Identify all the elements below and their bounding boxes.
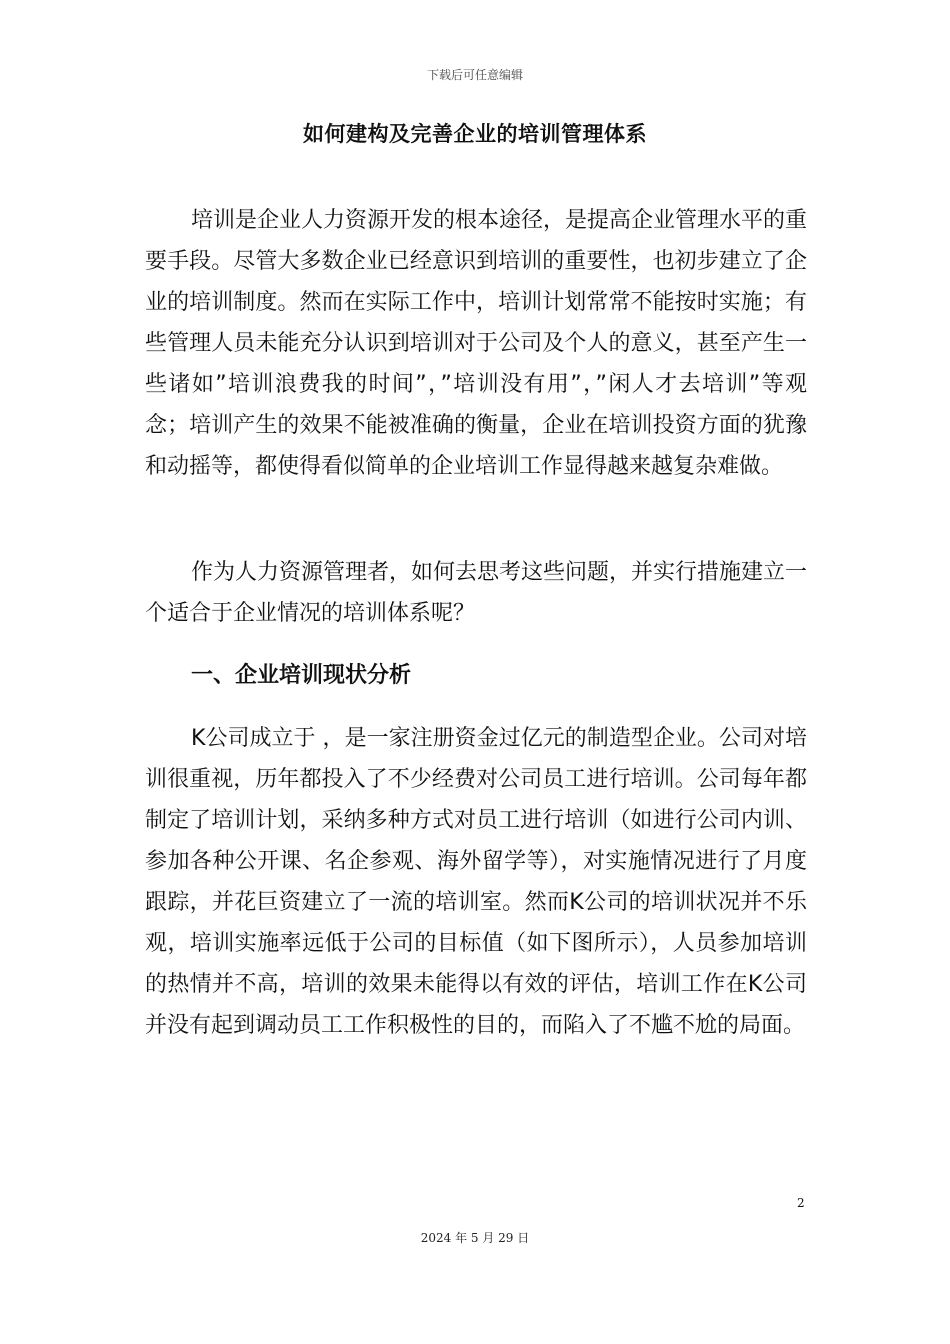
intro-paragraph-block [145,200,807,487]
page-number: 2 [797,1196,805,1210]
header-note: 下载后可任意编辑 [426,68,523,82]
question-paragraph: 作为人力资源管理者，如何去思考这些问题，并实行措施建立一个适合于企业情况的培训体系呢？ [145,560,808,626]
section-body-paragraph: K公司成立于 ，是一家注册资金过亿元的制造型企业。公司对培训很重视，历年都投入了不少经费对公司员工进行培训。公司每年都制定了培训计划，采纳多种方式对员工进行培训（如进行公司内训、参加各种公开课、名企参观、海外留学等），对实施情况进行了月度跟踪，并花巨资建立了一流的培训室。然而K公司的培训状况并不乐观，培训实施率远低于公司的目标值（如下图所示），人员参加培训的热情并不高，培训的效果未能得以有效的评估，培训工作在K公司并没有起到调动员工工作积极性的目的，而陷入了不尴不尬的局面。 [145,726,807,1038]
section-heading: 一、企业培训现状分析 [191,663,412,688]
question-paragraph-block [145,552,807,634]
intro-paragraph: 培训是企业人力资源开发的根本途径，是提高企业管理水平的重要手段。尽管大多数企业已经意识到培训的重要性，也初步建立了企业的培训制度。然而在实际工作中，培训计划常常不能按时实施；有些管理人员未能充分认识到培训对于公司及个人的意义，甚至产生一些诸如”培训浪费我的时间”，”培训没有用”，”闲人才去培训”等观念；培训产生的效果不能被准确的衡量，企业在培训投资方面的犹豫和动摇等，都使得看似简单的企业培训工作显得越来越复杂难做。 [145,208,808,479]
footer-date: 2024 年 5 月 29 日 [420,1231,530,1245]
document-title: 如何建构及完善企业的培训管理体系 [303,122,647,146]
section-body-block [145,718,807,1046]
